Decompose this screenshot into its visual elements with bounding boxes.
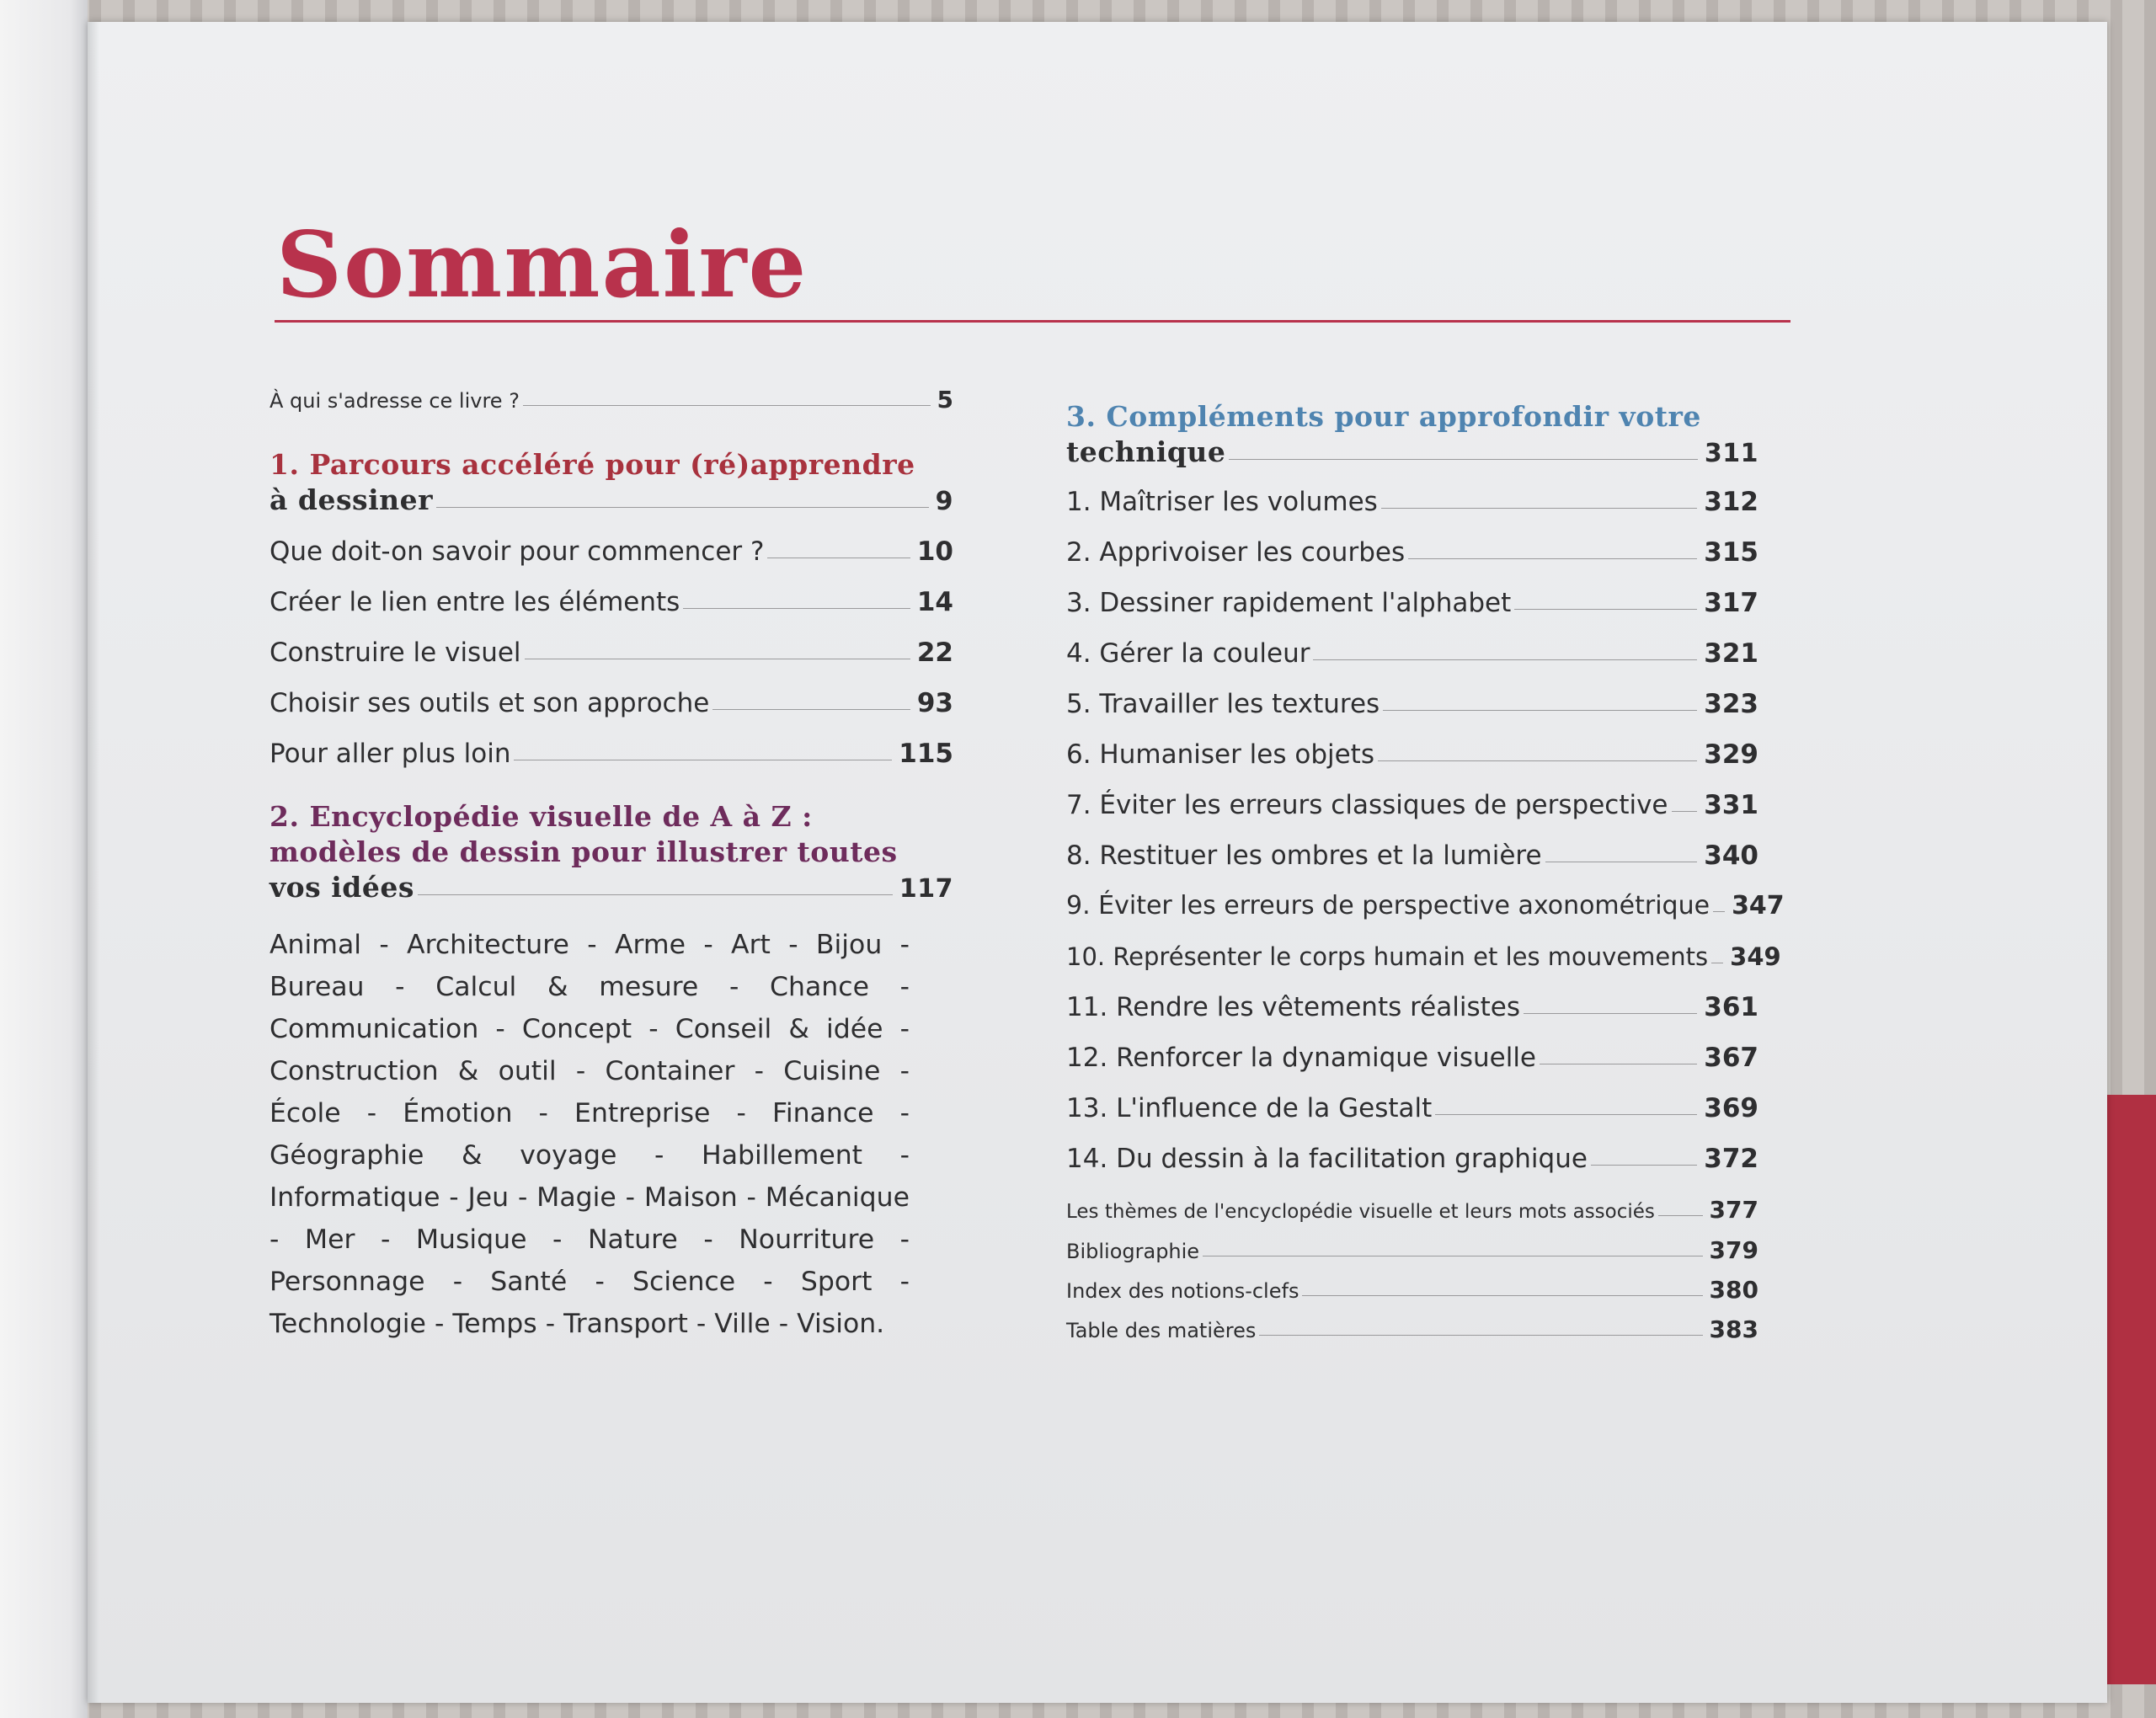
toc-entry-label: 13. L'influence de la Gestalt	[1066, 1093, 1433, 1123]
toc-entry-label: Que doit-on savoir pour commencer ?	[270, 536, 765, 567]
toc-entry-page: 331	[1704, 790, 1758, 820]
toc-entry-page: 367	[1704, 1043, 1758, 1073]
toc-left-column	[270, 387, 953, 1345]
leader-dots	[1378, 760, 1697, 761]
toc-entry-label: 1. Maîtriser les volumes	[1066, 487, 1378, 517]
toc-entry-page: 93	[916, 688, 953, 718]
toc-entry-page: 340	[1704, 840, 1758, 871]
leader-dots	[1514, 609, 1697, 610]
toc-entry-page: 383	[1709, 1315, 1758, 1343]
toc-entry-label: 9. Éviter les erreurs de perspective axonométrique	[1066, 891, 1710, 920]
leader-dots	[1658, 1215, 1703, 1216]
toc-entry-page: 317	[1704, 588, 1758, 618]
part3-heading[interactable]	[1066, 399, 1758, 472]
toc-entry-page: 369	[1704, 1093, 1758, 1123]
toc-entry[interactable]	[270, 678, 953, 728]
toc-entry[interactable]	[1066, 729, 1758, 780]
toc-entry-page: 347	[1732, 891, 1785, 920]
toc-entry-page: 323	[1704, 689, 1758, 719]
toc-entry-page: 315	[1704, 537, 1758, 568]
toc-entry-page: 10	[916, 536, 953, 567]
toc-entry-page: 14	[916, 587, 953, 617]
toc-entry[interactable]	[1066, 830, 1758, 881]
toc-entry[interactable]	[270, 627, 953, 678]
leader-dots	[1313, 659, 1697, 660]
leader-dots	[1259, 1335, 1702, 1336]
leader-dots	[1383, 710, 1697, 711]
toc-annex-entry[interactable]	[1066, 1191, 1758, 1231]
toc-entry[interactable]	[1066, 679, 1758, 729]
toc-entry-page: 349	[1730, 942, 1781, 971]
toc-entry-page: 372	[1704, 1144, 1758, 1174]
leader-dots	[1713, 911, 1725, 912]
toc-entry-page: 380	[1709, 1276, 1758, 1304]
facing-page-edge	[0, 0, 88, 1718]
toc-entry[interactable]	[270, 526, 953, 577]
toc-entry-label: Choisir ses outils et son approche	[270, 688, 710, 718]
toc-entry-label: 4. Gérer la couleur	[1066, 638, 1310, 669]
toc-entry-label: Créer le lien entre les éléments	[270, 587, 680, 617]
toc-entry[interactable]	[1066, 881, 1785, 931]
toc-entry-label: À qui s'adresse ce livre ?	[270, 389, 520, 413]
toc-entry-page: 329	[1704, 739, 1758, 770]
toc-annex-entry[interactable]	[1066, 1271, 1758, 1310]
toc-entry-page: 22	[916, 638, 953, 668]
leader-dots	[1302, 1295, 1702, 1296]
toc-entry[interactable]	[1066, 1083, 1758, 1134]
toc-entry-label: Pour aller plus loin	[270, 739, 511, 769]
toc-entry-page: 321	[1704, 638, 1758, 669]
toc-entry-label: 11. Rendre les vêtements réalistes	[1066, 992, 1520, 1022]
toc-entry-label: 3. Dessiner rapidement l'alphabet	[1066, 588, 1512, 618]
leader-dots	[712, 709, 910, 710]
part2-heading-line: modèles de dessin pour illustrer toutes	[270, 835, 898, 868]
part1-page: 9	[935, 487, 953, 516]
part2-heading-line: vos idées	[270, 871, 414, 904]
leader-dots	[683, 608, 910, 609]
toc-entry[interactable]	[1066, 780, 1758, 830]
toc-annex-entry[interactable]	[1066, 1310, 1758, 1350]
toc-entry[interactable]	[1066, 578, 1758, 628]
toc-entry-label: 12. Renforcer la dynamique visuelle	[1066, 1043, 1536, 1073]
toc-entry[interactable]	[1066, 527, 1758, 578]
toc-entry[interactable]	[1066, 477, 1758, 527]
toc-entry-page: 379	[1709, 1236, 1758, 1264]
page-title: Sommaire	[276, 212, 808, 318]
toc-entry-label: 2. Apprivoiser les courbes	[1066, 537, 1406, 568]
title-rule	[275, 320, 1790, 323]
part1-heading-line: 1. Parcours accéléré pour (ré)apprendre	[270, 448, 915, 481]
toc-entry-label: Index des notions-clefs	[1066, 1279, 1299, 1303]
part2-page: 117	[899, 874, 953, 904]
toc-entry[interactable]	[270, 577, 953, 627]
part2-heading-line: 2. Encyclopédie visuelle de A à Z :	[270, 800, 813, 833]
leader-dots	[1408, 558, 1697, 559]
leader-dots	[1229, 459, 1697, 460]
part3-heading-line: technique	[1066, 435, 1226, 468]
part3-heading-line: 3. Compléments pour approfondir votre	[1066, 400, 1701, 433]
toc-entry-label: 8. Restituer les ombres et la lumière	[1066, 840, 1542, 871]
toc-entry-label: Les thèmes de l'encyclopédie visuelle et leurs mots associés	[1066, 1201, 1655, 1223]
page-fold-shadow	[88, 22, 99, 1703]
part1-heading-line: à dessiner	[270, 483, 434, 516]
toc-entry[interactable]	[270, 728, 953, 779]
part3-page: 311	[1704, 439, 1758, 468]
toc-entry[interactable]	[1066, 1032, 1758, 1083]
leader-dots	[1591, 1165, 1697, 1166]
toc-entry-label: 5. Travailler les textures	[1066, 689, 1380, 719]
toc-annex-entry[interactable]	[1066, 1231, 1758, 1271]
leader-dots	[418, 894, 893, 895]
toc-entry-page: 115	[899, 739, 953, 769]
toc-entry-page: 5	[937, 386, 953, 413]
leader-dots	[1524, 1013, 1697, 1014]
part1-heading[interactable]	[270, 447, 953, 520]
toc-entry-label: Bibliographie	[1066, 1240, 1200, 1263]
toc-entry-page: 377	[1709, 1196, 1758, 1224]
part2-heading[interactable]	[270, 799, 953, 907]
toc-entry-label: 7. Éviter les erreurs classiques de perspective	[1066, 790, 1668, 820]
toc-entry-label: 10. Représenter le corps humain et les mouvements	[1066, 942, 1709, 971]
toc-entry-label: Table des matières	[1066, 1319, 1257, 1342]
leader-dots	[1672, 811, 1698, 812]
toc-entry[interactable]	[1066, 1134, 1758, 1184]
toc-right-column	[1066, 399, 1785, 1350]
leader-dots	[523, 405, 931, 406]
toc-entry-label: Construire le visuel	[270, 638, 521, 668]
leader-dots	[436, 507, 929, 508]
toc-entry[interactable]	[1066, 982, 1758, 1032]
toc-entry-page: 312	[1704, 487, 1758, 517]
toc-entry-page: 361	[1704, 992, 1758, 1022]
toc-entry[interactable]	[1066, 628, 1758, 679]
toc-entry-label: 14. Du dessin à la facilitation graphique	[1066, 1144, 1588, 1174]
toc-entry-intro[interactable]	[270, 387, 953, 413]
toc-entry[interactable]	[1066, 931, 1781, 982]
encyclopedia-themes: Animal - Architecture - Arme - Art - Bijou - Bureau - Calcul & mesure - Chance - Communication - Concept - Conseil & idée - Construction & outil - Container - Cuisine - École - Émotion - Entreprise - Finance - Géographie & voyage - Habillement - Informatique - Jeu - Magie - Maison - Mécanique - Mer - Musique - Nature - Nourriture - Personnage - Santé - Science - Sport - Technologie - Temps - Transport - Ville - Vision.	[270, 930, 910, 1339]
leader-dots	[1435, 1114, 1697, 1115]
leader-dots	[1381, 508, 1697, 509]
toc-entry-label: 6. Humaniser les objets	[1066, 739, 1374, 770]
